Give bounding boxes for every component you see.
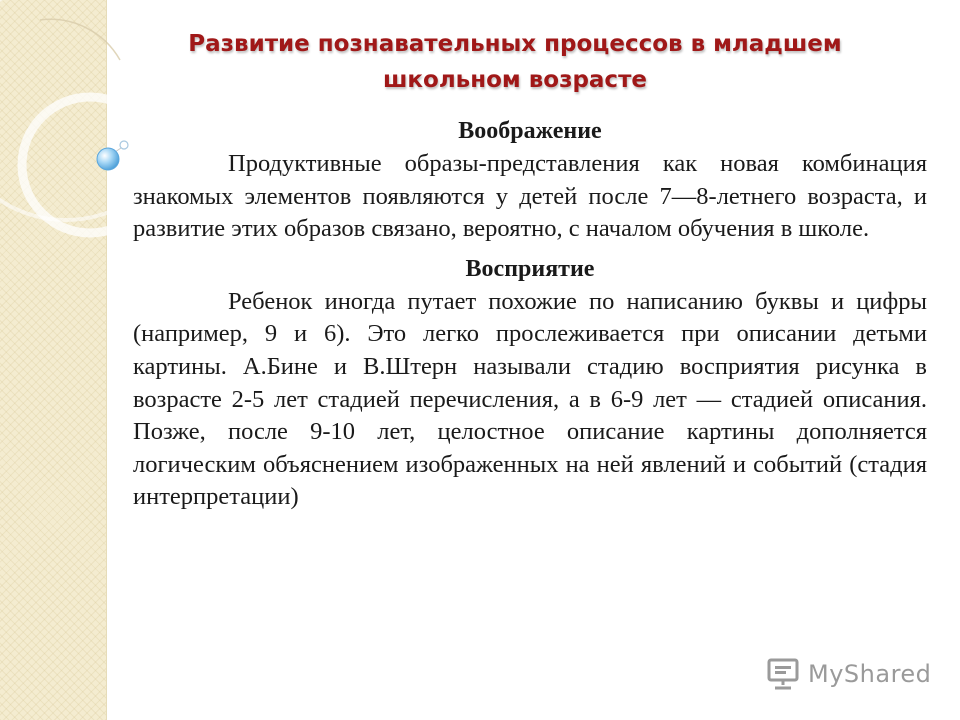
section-text-imagination: Продуктивные образы-представления как новая комбинация знакомых элементов появляются у детей после 7—8-летнего возраста, и развитие этих образов связано, вероятно, с началом обучения в школе.	[133, 150, 927, 243]
slide-content	[133, 114, 927, 520]
slide-title: Развитие познавательных процессов в младшем школьном возрасте	[188, 31, 842, 93]
blue-bubble	[97, 148, 119, 170]
watermark-text: MyShared	[808, 660, 932, 688]
section-heading-imagination: Воображение	[458, 118, 602, 144]
presentation-board-icon	[766, 658, 800, 690]
section-text-perception: Ребенок иногда путает похожие по написанию буквы и цифры (например, 9 и 6). Это легко прослеживается при описании детьми картины. А.Бине и В.Штерн называли стадию восприятия рисунка в возрасте 2-5 лет стадией перечисления, а в 6-9 лет — стадией описания. Позже, после 9-10 лет, целостное описание картины дополняется логическим объяснением изображенных на ней явлений и событий (стадия интерпретации)	[133, 287, 927, 511]
watermark	[766, 656, 931, 692]
section-heading-perception: Восприятие	[465, 255, 595, 282]
